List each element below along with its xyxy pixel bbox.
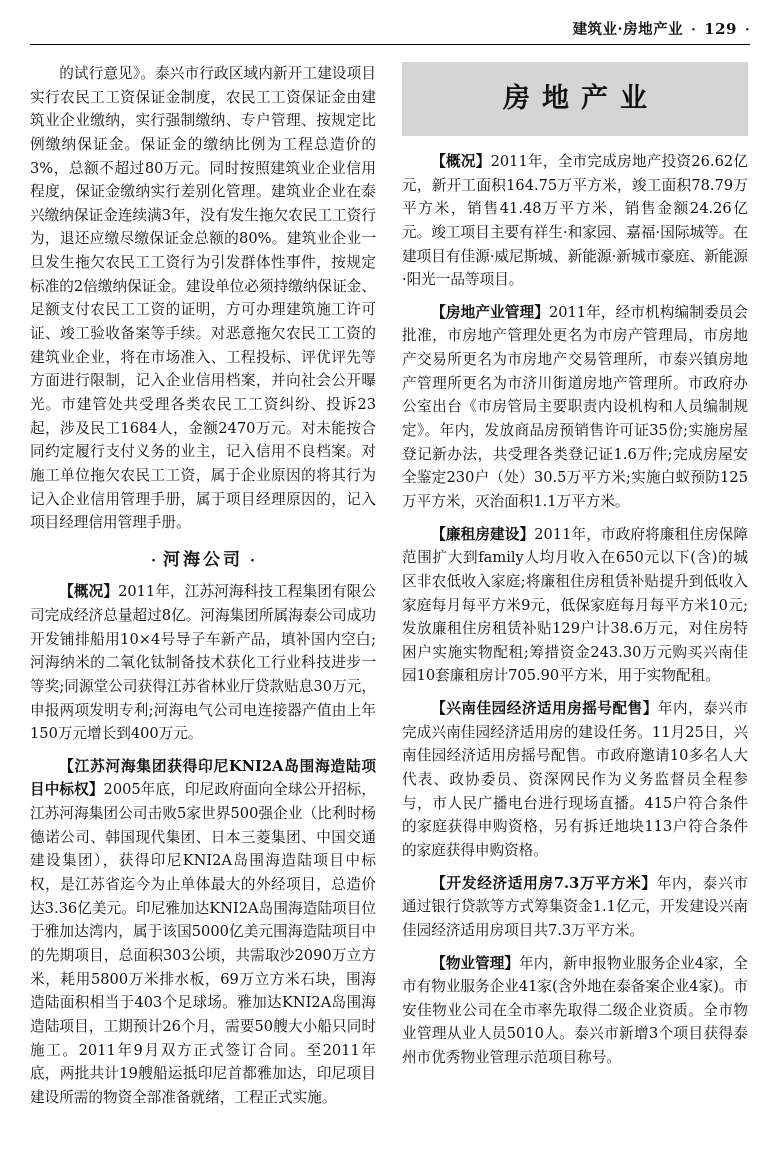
- section-kni2a-project-bid: [30, 755, 376, 1110]
- section-hehai-overview: [30, 580, 376, 745]
- section-low-rent-housing: [402, 523, 748, 688]
- section-lead-realestate-overview: 【概况】: [431, 153, 491, 170]
- section-lead-realestate-management: 【房地产业管理】: [431, 303, 549, 321]
- section-realestate-management: [402, 301, 748, 514]
- header-separator-dot: ·: [691, 23, 697, 38]
- section-text-property-management: 年内，新申报物业服务企业4家，全市有物业服务企业41家(含外地在泰备案企业4家)。市安佳物业公司在全市率先取得二级企业资质。全市物业管理从业人员5010人。泰兴市新增3个项目获得泰州市优秀物业管理示范项目称号。: [402, 954, 748, 1067]
- section-lead-kni2a-project-bid: 【江苏河海集团获得印尼KNI2A岛围海造陆项目中标权】: [30, 757, 376, 799]
- left-column: [30, 62, 376, 1122]
- page-header: [30, 18, 750, 48]
- heading-right-dot: ·: [250, 552, 255, 569]
- section-text-low-rent-housing: 2011年，市政府将廉租住房保障范围扩大到family人均月收入在650元以下(含)的城区非农低收入家庭;将廉租住房租赁补贴提升到低收入家庭每月每平方米9元，低保家庭每月每平方米10元;发放廉租住房租赁补贴129户计38.6万元，对住房特困户实施实物配租;筹措资金243.30万元购买兴南佳园10套廉租房计705.90平方米，用于实物配租。: [402, 525, 748, 685]
- section-text-affordable-housing-development: 年内，泰兴市通过银行贷款等方式筹集资金1.1亿元，开发建设兴南佳园经济适用房项目共7.3万平方米。: [402, 874, 748, 939]
- section-text-realestate-overview: 2011年，全市完成房地产投资26.62亿元，新开工面积164.75万平方米，竣工面积78.79万平方米，销售41.48万平方米，销售金额24.26亿元。竣工项目主要有祥生·和家园、嘉福·国际城等。在建项目有佳源·威尼斯城、新能源·新城市豪庭、新能源·阳光一品等项目。: [402, 153, 748, 289]
- header-trailing-dot: ·: [744, 23, 750, 38]
- section-text-hehai-overview: 2011年，江苏河海科技工程集团有限公司完成经济总量超过8亿。河海集团所属海泰公司成功开发铺排船用10×4号导子车新产品，填补国内空白;河海纳米的二氧化钛制备技术获化工行业科技进步一等奖;同源堂公司获得江苏省林业厅贷款贴息30万元，申报两项发明专利;河海电气公司电连接器产值由上年150万元增长到400万元。: [30, 583, 376, 743]
- section-property-management: [402, 952, 748, 1070]
- header-rule: [30, 44, 750, 45]
- section-affordable-housing-development: [402, 872, 748, 943]
- header-inner: [573, 18, 750, 39]
- section-lead-hehai-overview: 【概况】: [59, 583, 119, 601]
- subsection-heading-hehai: [30, 547, 376, 575]
- paragraph-construction-wage-guarantee: 的试行意见》。泰兴市行政区域内新开工建设项目实行农民工工资保证金制度，农民工工资保证金由建筑业企业缴纳，实行强制缴纳、专户管理、按规定比例缴纳保证金。保证金的缴纳比例为工程总造价的3%，总额不超过80万元。同时按照建筑业企业信用程度，保证金缴纳实行差别化管理。建筑业企业在泰兴缴纳保证金连续满3年，没有发生拖欠农民工工资行为，退还应缴尽缴保证金总额的80%。建筑业企业一旦发生拖欠农民工工资行为引发群体性事件，按规定标准的2倍缴纳保证金。建设单位必须持缴纳保证金、足额支付农民工工资的证明，方可办理建筑施工许可证、竣工验收备案等手续。对恶意拖欠农民工工资的建筑业企业，将在市场准入、工程投标、评优评先等方面进行限制，记入企业信用档案，并向社会公开曝光。市建管处共受理各类农民工工资纠纷、投诉23起，涉及民工1684人，金额2470万元。对未能按合同约定履行支付义务的业主，记入信用不良档案。对施工单位拖欠农民工工资，属于企业原因的将其行为记入企业信用管理手册，属于项目经理原因的，记入项目经理信用管理手册。: [30, 65, 376, 532]
- section-text-kni2a-project-bid: 2005年底，印尼政府面向全球公开招标，江苏河海集团公司击败5家世界500强企业（比利时杨德诺公司、韩国现代集团、日本三菱集团、中国交通建设集团），获得印尼KNI2A岛围海造陆项目中标权，是江苏省迄今为止单体最大的外经项目，总造价达3.36亿美元。印尼雅加达KNI2A岛围海造陆项目位于雅加达湾内，属于该国5000亿美元围海造陆项目中的先期项目，总面积303公顷，共需取沙2090万立方米，耗用5800万米排水板，69万立方米石块，围海造陆面积相当于403个足球场。雅加达KNI2A岛围海造陆项目，工期预计26个月，需要50艘大小船只同时施工。2011年9月双方正式签订合同。至2011年底，两批共计19艘船运抵印尼首都雅加达，印尼项目建设所需的物资全部准备就绪，工程正式实施。: [30, 781, 376, 1106]
- section-lead-property-management: 【物业管理】: [431, 954, 520, 972]
- section-lead-affordable-housing-development: 【开发经济适用房7.3万平方米】: [431, 874, 657, 892]
- section-realestate-overview: [402, 150, 748, 292]
- section-banner: [402, 62, 748, 136]
- section-lead-low-rent-housing: 【廉租房建设】: [431, 525, 535, 543]
- right-column: [402, 62, 748, 1122]
- section-lead-xingnan-affordable-lottery: 【兴南佳园经济适用房摇号配售】: [431, 700, 658, 718]
- page-number: 129: [704, 20, 737, 38]
- heading-title: 河海公司: [163, 549, 243, 570]
- section-banner-title: 房地产业: [503, 83, 659, 115]
- heading-left-dot: ·: [151, 552, 156, 569]
- section-text-xingnan-affordable-lottery: 年内，泰兴市完成兴南佳园经济适用房的建设任务。11月25日，兴南佳园经济适用房摇号配售。市政府邀请10多名人大代表、政协委员、资深网民作为义务监督员全程参与，市人民广播电台进行现场直播。415户符合条件的家庭获得申购资格，另有拆迁地块113户符合条件的家庭获得申购资格。: [402, 700, 748, 859]
- section-text-realestate-management: 2011年，经市机构编制委员会批准，市房地产管理处更名为市房产管理局，市房地产交易所更名为市房地产交易管理所，市泰兴镇房地产管理所更名为市济川街道房地产管理所。市政府办公室出台《市房管局主要职责内设机构和人员编制规定》。年内，发放商品房预销售许可证35份;实施房屋登记新办法，共受理各类登记证1.6万件;完成房屋安全鉴定230户（处）30.5万平方米;实施白蚁预防125万平方米，灭治面积1.1万平方米。: [402, 303, 748, 510]
- two-column-body: [30, 62, 750, 1122]
- section-xingnan-affordable-lottery: [402, 697, 748, 862]
- header-title: 建筑业·房地产业: [572, 21, 684, 38]
